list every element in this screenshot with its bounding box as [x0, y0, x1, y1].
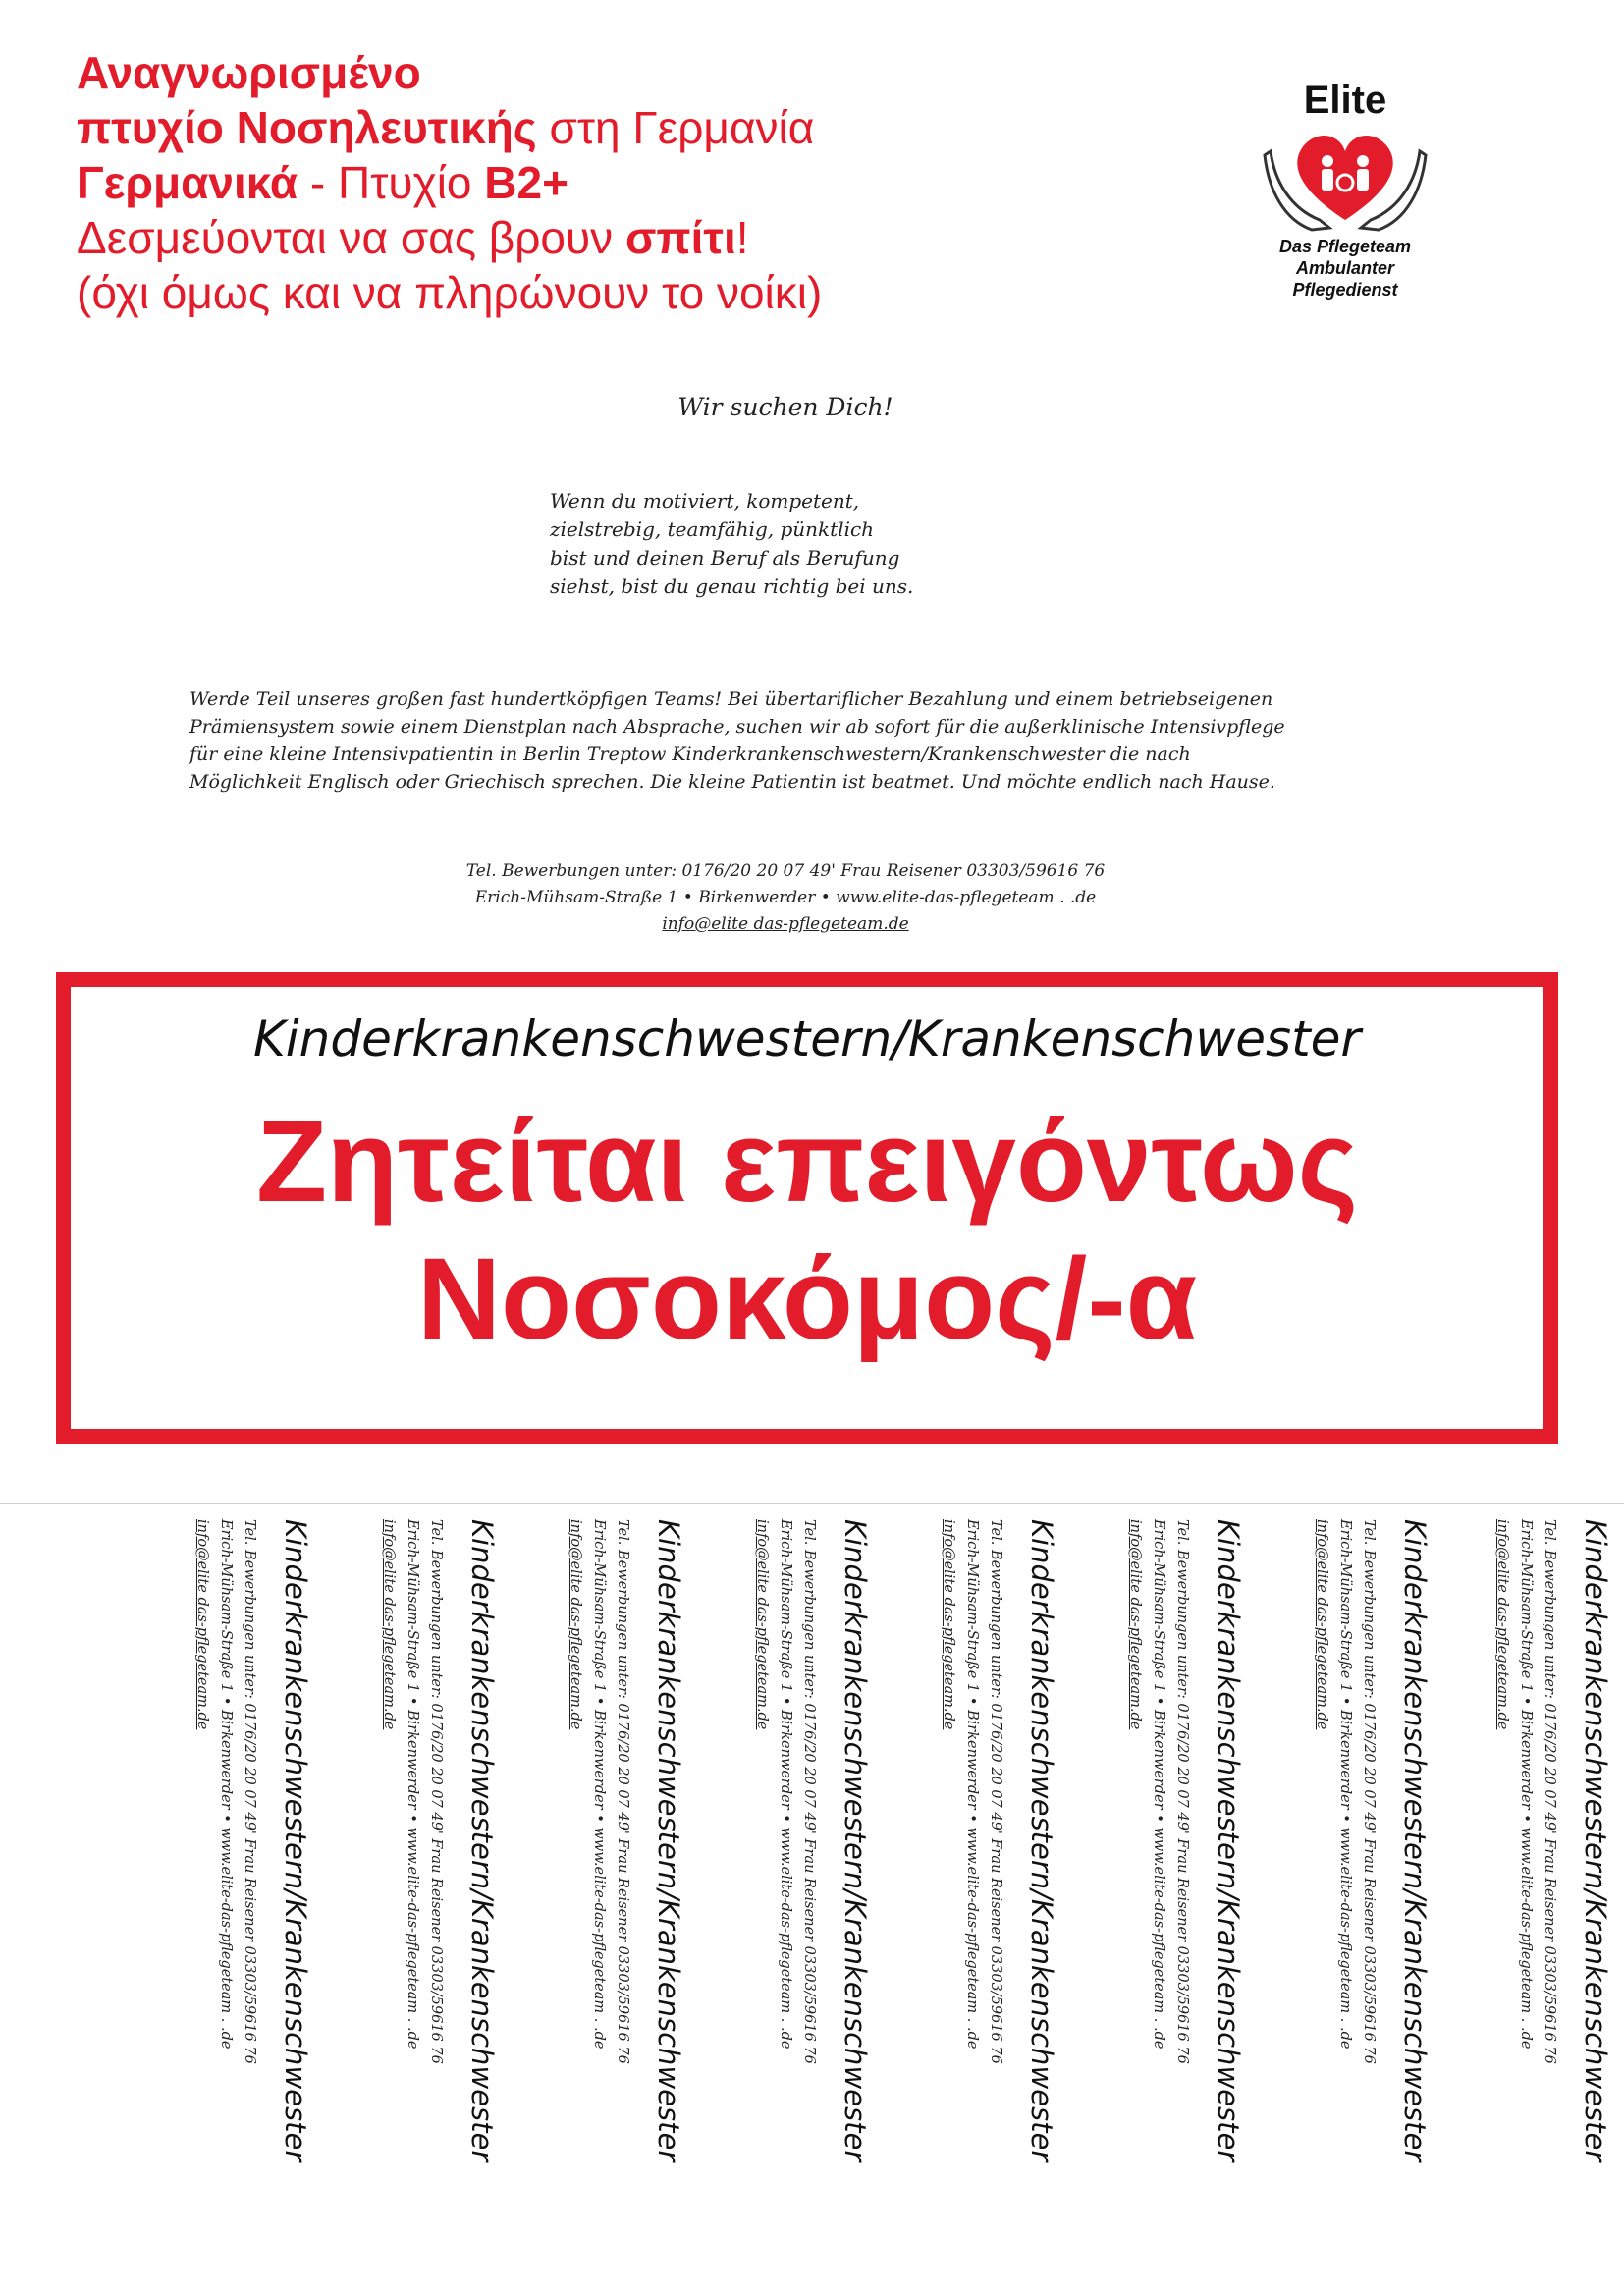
strip-email: info@elite das-pflegeteam.de	[568, 1519, 583, 1730]
motivation-line: siehst, bist du genau richtig bei uns.	[550, 574, 914, 598]
tear-off-strip[interactable]	[685, 1507, 872, 2283]
tear-off-strip[interactable]	[499, 1507, 685, 2283]
strip-title: Kinderkrankenschwestern/Krankenschwester	[1212, 1519, 1245, 2162]
box-title-line-1: Ζητείται επειγόντως	[256, 1097, 1358, 1227]
exclamation: !	[735, 212, 749, 263]
strip-phone: Tel. Bewerbungen unter: 0176/20 20 07 49' Frau Reisener 03303/59616 76	[242, 1519, 257, 2064]
strip-email: info@elite das-pflegeteam.de	[194, 1519, 210, 1730]
greek-header-line-2	[77, 100, 960, 155]
motivation-line: Wenn du motiviert, kompetent,	[550, 489, 860, 513]
strip-title: Kinderkrankenschwestern/Krankenschwester	[1025, 1519, 1058, 2162]
degree-text: - Πτυχίο	[298, 157, 485, 208]
logo-subtitle-line-1: Das Pflegeteam	[1278, 237, 1412, 256]
box-title-line-2: Νοσοκόμος/-α	[416, 1234, 1198, 1364]
strip-phone: Tel. Bewerbungen unter: 0176/20 20 07 49' Frau Reisener 03303/59616 76	[1542, 1519, 1557, 2064]
strip-email: info@elite das-pflegeteam.de	[941, 1519, 956, 1730]
recognized-label: Αναγνωρισμένο	[77, 47, 421, 98]
strip-phone: Tel. Bewerbungen unter: 0176/20 20 07 49' Frau Reisener 03303/59616 76	[1361, 1519, 1377, 2064]
tear-off-strip[interactable]	[1058, 1507, 1245, 2283]
contact-phone: Tel. Bewerbungen unter: 0176/20 20 07 49' Frau Reisener 03303/59616 76	[465, 861, 1106, 881]
level-label: B2+	[484, 157, 568, 208]
strip-email: info@elite das-pflegeteam.de	[754, 1519, 770, 1730]
greek-header-line-1	[77, 45, 960, 100]
contact-email-link[interactable]: info@elite das-pflegeteam.de	[662, 914, 909, 934]
logo-subtitle	[1247, 236, 1443, 301]
heart-shape	[1297, 136, 1392, 220]
greek-header-line-4	[77, 210, 960, 265]
job-description-line: Werde Teil unseres großen fast hundertköpfigen Teams! Bei übertariflicher Bezahlung und einem betriebseigenen	[189, 688, 1273, 710]
rent-note: (όχι όμως και να πληρώνουν το νοίκι)	[77, 267, 823, 318]
strip-title: Kinderkrankenschwestern/Krankenschwester	[652, 1519, 685, 2162]
tear-off-strip[interactable]	[126, 1507, 312, 2283]
strip-email: info@elite das-pflegeteam.de	[1494, 1519, 1510, 1730]
tear-off-strip[interactable]	[1245, 1507, 1432, 2283]
german-label: Γερμανικά	[77, 157, 298, 208]
logo-brand-text: Elite	[1303, 79, 1387, 122]
strip-phone: Tel. Bewerbungen unter: 0176/20 20 07 49' Frau Reisener 03303/59616 76	[988, 1519, 1003, 2064]
person-head-right	[1357, 155, 1369, 167]
housing-text: Δεσμεύονται να σας βρουν	[77, 212, 625, 263]
box-title	[71, 1093, 1543, 1368]
strip-title: Kinderkrankenschwestern/Krankenschwester	[1398, 1519, 1432, 2162]
job-description-line: Möglichkeit Englisch oder Griechisch sprechen. Die kleine Patientin ist beatmet. Und möchte endlich nach Hause.	[189, 771, 1275, 793]
job-description	[189, 685, 1466, 795]
motivation-paragraph	[550, 487, 1060, 601]
strip-title: Kinderkrankenschwestern/Krankenschwester	[1579, 1519, 1612, 2162]
nursing-degree-label: πτυχίο Νοσηλευτικής	[77, 102, 537, 153]
in-germany-text: στη Γερμανία	[536, 102, 815, 153]
tear-off-strip[interactable]	[312, 1507, 499, 2283]
strip-title: Kinderkrankenschwestern/Krankenschwester	[839, 1519, 872, 2162]
house-label: σπίτι	[624, 212, 736, 263]
motivation-line: zielstrebig, teamfähig, pünktlich	[550, 518, 875, 541]
strip-address: Erich-Mühsam-Straße 1 • Birkenwerder • www.elite-das-pflegeteam . .de	[218, 1519, 234, 2050]
strip-email: info@elite das-pflegeteam.de	[381, 1519, 397, 1730]
strip-address: Erich-Mühsam-Straße 1 • Birkenwerder • www.elite-das-pflegeteam . .de	[1518, 1519, 1534, 2050]
box-subtitle: Kinderkrankenschwestern/Krankenschwester	[252, 1011, 1361, 1067]
person-body-left	[1322, 169, 1333, 191]
strip-phone: Tel. Bewerbungen unter: 0176/20 20 07 49' Frau Reisener 03303/59616 76	[428, 1519, 444, 2064]
strip-address: Erich-Mühsam-Straße 1 • Birkenwerder • www.elite-das-pflegeteam . .de	[405, 1519, 420, 2050]
strip-phone: Tel. Bewerbungen unter: 0176/20 20 07 49' Frau Reisener 03303/59616 76	[615, 1519, 630, 2064]
strip-email: info@elite das-pflegeteam.de	[1314, 1519, 1329, 1730]
logo-subtitle-line-2: Ambulanter	[1295, 258, 1394, 278]
tear-off-strip[interactable]	[872, 1507, 1058, 2283]
motivation-line: bist und deinen Beruf als Berufung	[550, 546, 900, 570]
strip-title: Kinderkrankenschwestern/Krankenschwester	[279, 1519, 312, 2162]
strip-phone: Tel. Bewerbungen unter: 0176/20 20 07 49' Frau Reisener 03303/59616 76	[801, 1519, 817, 2064]
greek-header-line-3	[77, 155, 960, 210]
strip-address: Erich-Mühsam-Straße 1 • Birkenwerder • www.elite-das-pflegeteam . .de	[1337, 1519, 1353, 2050]
elite-logo	[1247, 79, 1443, 304]
tear-off-strips	[0, 1507, 1624, 2283]
logo-subtitle-line-3: Pflegedienst	[1292, 280, 1398, 300]
strip-email: info@elite das-pflegeteam.de	[1127, 1519, 1143, 1730]
heart-hands-icon	[1261, 122, 1430, 232]
greek-header-line-5	[77, 265, 960, 320]
strip-phone: Tel. Bewerbungen unter: 0176/20 20 07 49' Frau Reisener 03303/59616 76	[1174, 1519, 1190, 2064]
we-are-looking-for-you: Wir suchen Dich!	[677, 393, 893, 421]
urgent-box	[56, 972, 1558, 1444]
tear-off-separator	[0, 1503, 1624, 1504]
strip-title: Kinderkrankenschwestern/Krankenschwester	[465, 1519, 499, 2162]
greek-header	[77, 45, 960, 320]
contact-address: Erich-Mühsam-Straße 1 • Birkenwerder • www.elite-das-pflegeteam . .de	[474, 888, 1097, 907]
tear-off-strip[interactable]	[1426, 1507, 1612, 2283]
person-head-left	[1322, 155, 1333, 167]
contact-block	[295, 858, 1276, 938]
strip-address: Erich-Mühsam-Straße 1 • Birkenwerder • www.elite-das-pflegeteam . .de	[591, 1519, 607, 2050]
job-description-line: für eine kleine Intensivpatientin in Berlin Treptow Kinderkrankenschwestern/Krankenschwester die nach	[189, 743, 1191, 765]
strip-address: Erich-Mühsam-Straße 1 • Birkenwerder • www.elite-das-pflegeteam . .de	[778, 1519, 793, 2050]
job-description-line: Prämiensystem sowie einem Dienstplan nach Absprache, suchen wir ab sofort für die außerklinische Intensivpflege	[189, 716, 1285, 738]
person-body-right	[1357, 169, 1369, 191]
strip-address: Erich-Mühsam-Straße 1 • Birkenwerder • www.elite-das-pflegeteam . .de	[964, 1519, 980, 2050]
strip-address: Erich-Mühsam-Straße 1 • Birkenwerder • www.elite-das-pflegeteam . .de	[1151, 1519, 1166, 2050]
